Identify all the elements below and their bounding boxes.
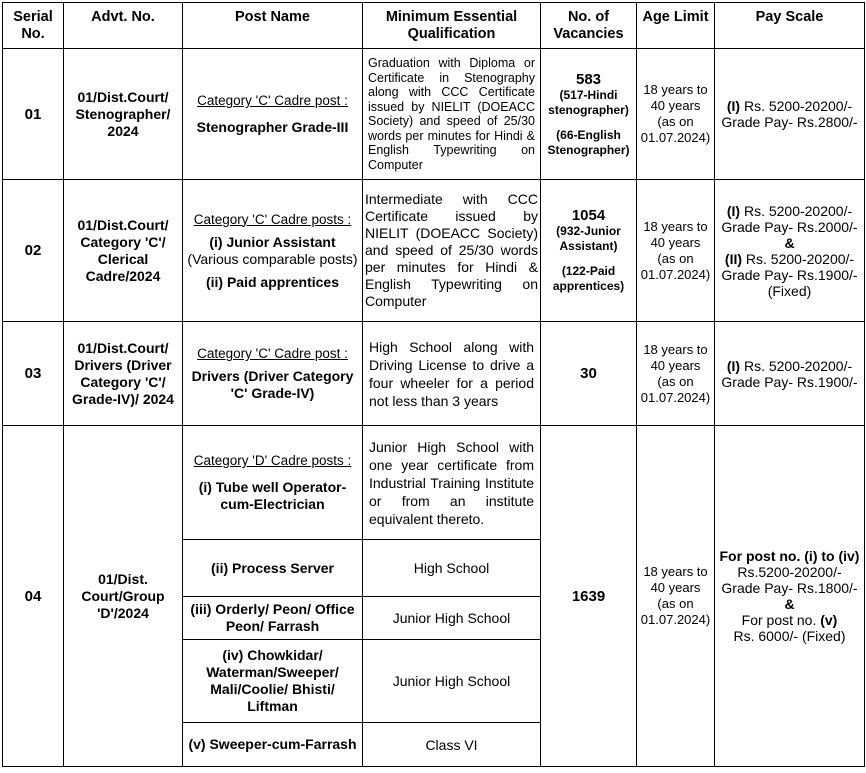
pay-line: Rs. 6000/- (Fixed) <box>733 628 846 644</box>
post-cell <box>183 426 363 540</box>
post-name: (i) Junior Assistant <box>209 233 336 250</box>
post-note: (Various comparable posts) <box>187 250 358 267</box>
category-label: Category 'C' Cadre post : <box>197 93 348 108</box>
vacancy-total: 30 <box>541 322 637 426</box>
vacancy-split: (122-Paid apprentices) <box>552 264 625 293</box>
header-serial: Serial No. <box>3 3 64 49</box>
vacancy-split: (66-English Stenographer) <box>547 127 630 157</box>
pay-text: Rs. 5200-20200/- Grade Pay- Rs.1900/- (Fixed) <box>721 250 858 299</box>
post-name: Stenographer Grade-III <box>196 119 349 135</box>
vacancy-cell <box>541 180 637 322</box>
header-advt-no: Advt. No. <box>64 3 183 49</box>
pay-line: For post no. (i) to (iv) <box>719 548 860 564</box>
table-row <box>3 49 865 180</box>
age-cell: 18 years to 40 years (as on 01.07.2024) <box>637 426 715 767</box>
serial-cell: 01 <box>3 49 64 180</box>
spacer <box>544 118 633 128</box>
vacancy-split: (932-Junior Assistant) <box>556 224 621 253</box>
pay-cell <box>715 180 865 322</box>
post-cell <box>183 322 363 426</box>
advt-cell: 01/Dist.Court/ Stenographer/ 2024 <box>64 49 183 180</box>
pay-joiner: & <box>784 596 795 612</box>
pay-line: (v) <box>820 612 838 628</box>
serial-cell: 02 <box>3 180 64 322</box>
pay-text: Rs. 5200-20200/- Grade Pay- Rs.2800/- <box>721 98 858 130</box>
post-name: (ii) Paid apprentices <box>205 273 340 290</box>
serial-cell: 04 <box>3 426 64 767</box>
header-age-limit: Age Limit <box>637 3 715 49</box>
spacer <box>186 109 359 119</box>
spacer <box>186 469 359 479</box>
header-qualification: Minimum Essential Qualification <box>363 3 541 49</box>
age-cell: 18 years to 40 years (as on 01.07.2024) <box>637 180 715 322</box>
qualification-cell: Junior High School <box>363 597 541 640</box>
qualification-cell: High School along with Driving License to drive a four wheeler for a period not less than 3 years <box>363 322 541 426</box>
qualification-cell: Intermediate with CCC Certificate issued by NIELIT (DOEACC Society) and speed of 25/30 words per minutes for Hindi & English Typewriting on Computer <box>363 180 541 322</box>
advt-cell: 01/Dist.Court/ Category 'C'/ Clerical Cadre/2024 <box>64 180 183 322</box>
vacancy-total: 583 <box>575 70 602 88</box>
post-name: (ii) Process Server <box>183 540 363 597</box>
post-name: (v) Sweeper-cum-Farrash <box>183 723 363 767</box>
pay-line: Rs.5200-20200/- Grade Pay- Rs.1800/- <box>721 564 858 596</box>
header-vacancies: No. of Vacancies <box>541 3 637 49</box>
category-label: Category 'D' Cadre posts : <box>193 453 352 468</box>
header-post-name: Post Name <box>183 3 363 49</box>
post-cell <box>183 180 363 322</box>
qualification-cell: Graduation with Diploma or Certificate in Stenography along with CCC Certificate issued by NIELIT (DOEACC Society) and speed of 25/30 words per minutes for Hindi & English Typewriting on Computer <box>363 49 541 180</box>
age-cell: 18 years to 40 years (as on 01.07.2024) <box>637 322 715 426</box>
spacer <box>544 254 633 264</box>
table-row <box>3 426 865 540</box>
post-name: (iv) Chowkidar/ Waterman/Sweeper/ Mali/Coolie/ Bhisti/ Liftman <box>183 640 363 723</box>
advt-cell: 01/Dist.Court/ Drivers (Driver Category 'C'/ Grade-IV)/ 2024 <box>64 322 183 426</box>
category-label: Category 'C' Cadre post : <box>197 346 348 361</box>
pay-cell <box>715 49 865 180</box>
pay-text: Rs. 5200-20200/- Grade Pay- Rs.2000/- <box>721 202 858 235</box>
qualification-cell: Junior High School with one year certificate from Industrial Training Institute or from an institute equivalent thereto. <box>363 426 541 540</box>
age-cell: 18 years to 40 years (as on 01.07.2024) <box>637 49 715 180</box>
header-pay-scale: Pay Scale <box>715 3 865 49</box>
pay-line: For post no. <box>741 612 817 628</box>
qualification-cell: Junior High School <box>363 640 541 723</box>
pay-text: Rs. 5200-20200/- Grade Pay- Rs.1900/- <box>721 357 858 390</box>
pay-prefix: (II) <box>724 250 743 267</box>
pay-prefix: (I) <box>726 357 741 374</box>
table-row <box>3 322 865 426</box>
pay-prefix: (I) <box>726 98 741 114</box>
pay-cell <box>715 426 865 767</box>
header-row <box>3 3 865 49</box>
post-cell <box>183 49 363 180</box>
post-name: (iii) Orderly/ Peon/ Office Peon/ Farrash <box>183 597 363 640</box>
vacancy-split: (517-Hindi stenographer) <box>548 87 629 117</box>
category-label: Category 'C' Cadre posts : <box>193 211 352 227</box>
vacancy-total: 1639 <box>541 426 637 767</box>
post-name: (i) Tube well Operator-cum-Electrician <box>198 479 347 512</box>
vacancy-cell <box>541 49 637 180</box>
vacancy-table <box>2 2 865 767</box>
serial-cell: 03 <box>3 322 64 426</box>
pay-prefix: (I) <box>726 202 741 219</box>
pay-cell <box>715 322 865 426</box>
qualification-cell: High School <box>363 540 541 597</box>
table-row <box>3 180 865 322</box>
vacancy-total: 1054 <box>571 207 606 224</box>
advt-cell: 01/Dist. Court/Group 'D'/2024 <box>64 426 183 767</box>
post-name: Drivers (Driver Category 'C' Grade-IV) <box>191 368 354 401</box>
qualification-cell: Class VI <box>363 723 541 767</box>
pay-joiner: & <box>784 234 795 251</box>
